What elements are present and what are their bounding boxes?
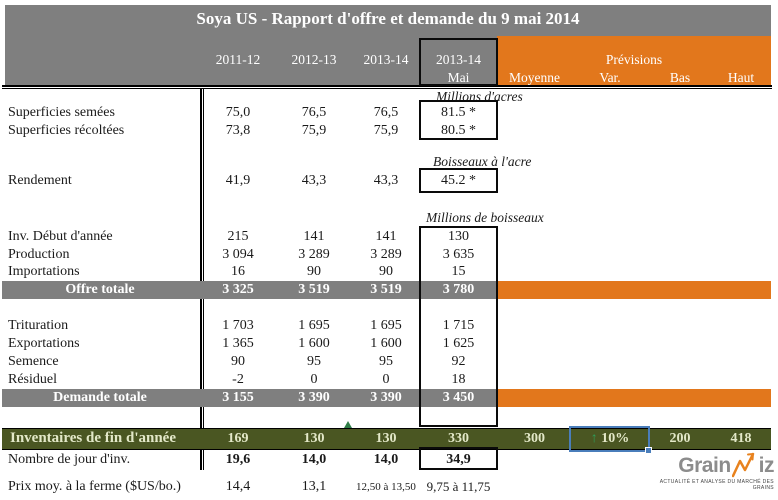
mai-yield-box xyxy=(419,168,498,193)
column-header-2012-13: 2012-13 xyxy=(291,52,337,67)
row-label: Exportations xyxy=(8,336,80,351)
cell: 76,5 xyxy=(301,105,327,120)
inventory-row xyxy=(2,428,771,450)
previsions-group-header: Prévisions xyxy=(605,52,663,67)
cell: 1 600 xyxy=(370,336,402,351)
cell: 75,0 xyxy=(225,105,251,120)
row-label: Rendement xyxy=(8,173,72,188)
cell-moyenne: 300 xyxy=(524,431,545,446)
logo-text-iz: iz xyxy=(758,454,774,477)
cell-bas: 200 xyxy=(669,431,691,446)
column-header-bas: Bas xyxy=(669,70,691,85)
cell-mai: 92 xyxy=(451,354,466,369)
header-row-subcolumns xyxy=(0,69,778,86)
cell: 90 xyxy=(231,354,245,369)
row-label: Trituration xyxy=(8,318,69,333)
column-header-haut: Haut xyxy=(727,70,755,85)
cell: 95 xyxy=(307,354,321,369)
table-row-semees xyxy=(0,104,778,122)
cell-mai: 18 xyxy=(451,372,466,387)
offre-totale-bar-orange xyxy=(497,281,771,299)
logo-text-grain: Grain xyxy=(678,454,731,477)
mai-bushels-box xyxy=(419,226,498,427)
cell-mai: 3 450 xyxy=(442,390,475,405)
cell-mai: 15 xyxy=(451,264,466,279)
cell-mai: 9,75 à 11,75 xyxy=(426,479,491,494)
cell-mai: 330 xyxy=(448,431,469,446)
cell: 12,50 à 13,50 xyxy=(356,481,416,493)
up-arrow-icon: ↑ xyxy=(590,431,598,446)
cell: 1 695 xyxy=(298,318,330,333)
table-row-production xyxy=(0,246,778,264)
cell-mai: 1 715 xyxy=(442,318,475,333)
cell: 90 xyxy=(307,264,321,279)
table-row-rendement xyxy=(0,172,778,190)
cell: 1 365 xyxy=(222,336,254,351)
row-label: Production xyxy=(8,247,70,262)
cell: 3 325 xyxy=(222,282,254,297)
row-label: Importations xyxy=(8,264,80,279)
cell: -2 xyxy=(232,372,244,387)
cell: 3 289 xyxy=(298,247,330,262)
header-row-years xyxy=(0,51,778,68)
row-label: Résiduel xyxy=(8,372,57,387)
cell: 90 xyxy=(379,264,393,279)
row-label: Offre totale xyxy=(65,282,135,297)
cell: 14,0 xyxy=(373,452,399,467)
mai-acres-box xyxy=(419,100,498,140)
row-label: Inventaires de fin d'année xyxy=(10,430,176,446)
total-row-offre xyxy=(0,281,778,299)
cell: 3 390 xyxy=(298,390,330,405)
logo-tagline: ACTUALITÉ ET ANALYSE DU MARCHÉ DES GRAINS xyxy=(659,479,774,491)
demande-totale-bar-orange xyxy=(497,389,771,407)
column-header-var: Var. xyxy=(599,70,621,85)
cell-mai: 81.5 * xyxy=(441,105,476,120)
column-header-2011-12: 2011-12 xyxy=(215,52,261,67)
table-row-residuel xyxy=(0,371,778,389)
cell: 3 519 xyxy=(370,282,402,297)
cell: 130 xyxy=(303,431,325,446)
grainwiz-logo xyxy=(640,452,774,491)
cell: 130 xyxy=(375,431,397,446)
cell: 75,9 xyxy=(373,123,399,138)
cell: 43,3 xyxy=(373,173,399,188)
cell-comment-marker-icon xyxy=(344,421,352,428)
cell: 19,6 xyxy=(225,452,251,467)
unit-label-acres: Millions d'acres xyxy=(436,89,523,104)
row-label: Inv. Début d'année xyxy=(8,229,113,244)
column-header-mai: Mai xyxy=(447,70,470,85)
cell-mai: 130 xyxy=(448,229,469,244)
cell: 141 xyxy=(303,229,325,244)
cell: 0 xyxy=(382,372,390,387)
table-row-recoltees xyxy=(0,122,778,140)
table-row-semence xyxy=(0,353,778,371)
cell: 3 289 xyxy=(370,247,402,262)
cell: 0 xyxy=(310,372,318,387)
row-label: Superficies récoltées xyxy=(8,123,125,138)
cell-selection-outline[interactable] xyxy=(569,426,650,452)
cell: 16 xyxy=(231,264,245,279)
total-row-demande xyxy=(0,389,778,407)
table-row-exportations xyxy=(0,335,778,353)
column-header-2013-14: 2013-14 xyxy=(363,52,409,67)
row-label: Nombre de jour d'inv. xyxy=(8,452,131,467)
cell: 141 xyxy=(375,229,397,244)
cell: 3 155 xyxy=(222,390,254,405)
unit-label-bushels: Millions de boisseaux xyxy=(426,210,544,225)
cell-mai: 45.2 * xyxy=(441,173,476,188)
cell-mai: 34,9 xyxy=(446,452,471,467)
cell: 95 xyxy=(379,354,393,369)
header-separator-line xyxy=(2,85,772,89)
cell: 76,5 xyxy=(373,105,399,120)
logo-zigzag-chart-icon xyxy=(732,452,758,478)
cell-haut: 418 xyxy=(730,431,752,446)
cell: 73,8 xyxy=(225,123,251,138)
cell: 43,3 xyxy=(301,173,327,188)
mai-column-header-box xyxy=(419,38,498,86)
cell-mai: 1 625 xyxy=(442,336,475,351)
cell: 75,9 xyxy=(301,123,327,138)
column-header-current-year: 2013-14 xyxy=(436,52,481,67)
cell-mai: 80.5 * xyxy=(441,123,476,138)
row-label: Prix moy. à la ferme ($US/bo.) xyxy=(8,479,181,494)
cell: 3 390 xyxy=(370,390,402,405)
cell: 13,1 xyxy=(301,479,327,494)
cell: 41,9 xyxy=(225,173,251,188)
cell: 169 xyxy=(227,431,249,446)
cell: 14,4 xyxy=(225,479,251,494)
table-row-importations xyxy=(0,263,778,281)
mai-days-box xyxy=(419,447,498,470)
cell: 1 600 xyxy=(298,336,330,351)
column-header-moyenne: Moyenne xyxy=(509,70,560,85)
cell-mai: 3 780 xyxy=(442,282,475,297)
var-value: 10% xyxy=(601,431,630,446)
cell: 3 094 xyxy=(222,247,254,262)
cell: 215 xyxy=(227,229,249,244)
cell: 1 695 xyxy=(370,318,402,333)
row-label: Superficies semées xyxy=(8,105,115,120)
report-title: Soya US - Rapport d'offre et demande du 9 mai 2014 xyxy=(196,9,580,28)
table-row-trituration xyxy=(0,317,778,335)
table-row-inv-debut xyxy=(0,228,778,246)
row-label: Semence xyxy=(8,354,59,369)
unit-label-yield: Boisseaux à l'acre xyxy=(433,154,532,169)
cell-mai: 3 635 xyxy=(442,247,475,262)
cell: 1 703 xyxy=(222,318,254,333)
cell: 14,0 xyxy=(301,452,327,467)
row-label: Demande totale xyxy=(53,390,147,405)
cell: 3 519 xyxy=(298,282,330,297)
